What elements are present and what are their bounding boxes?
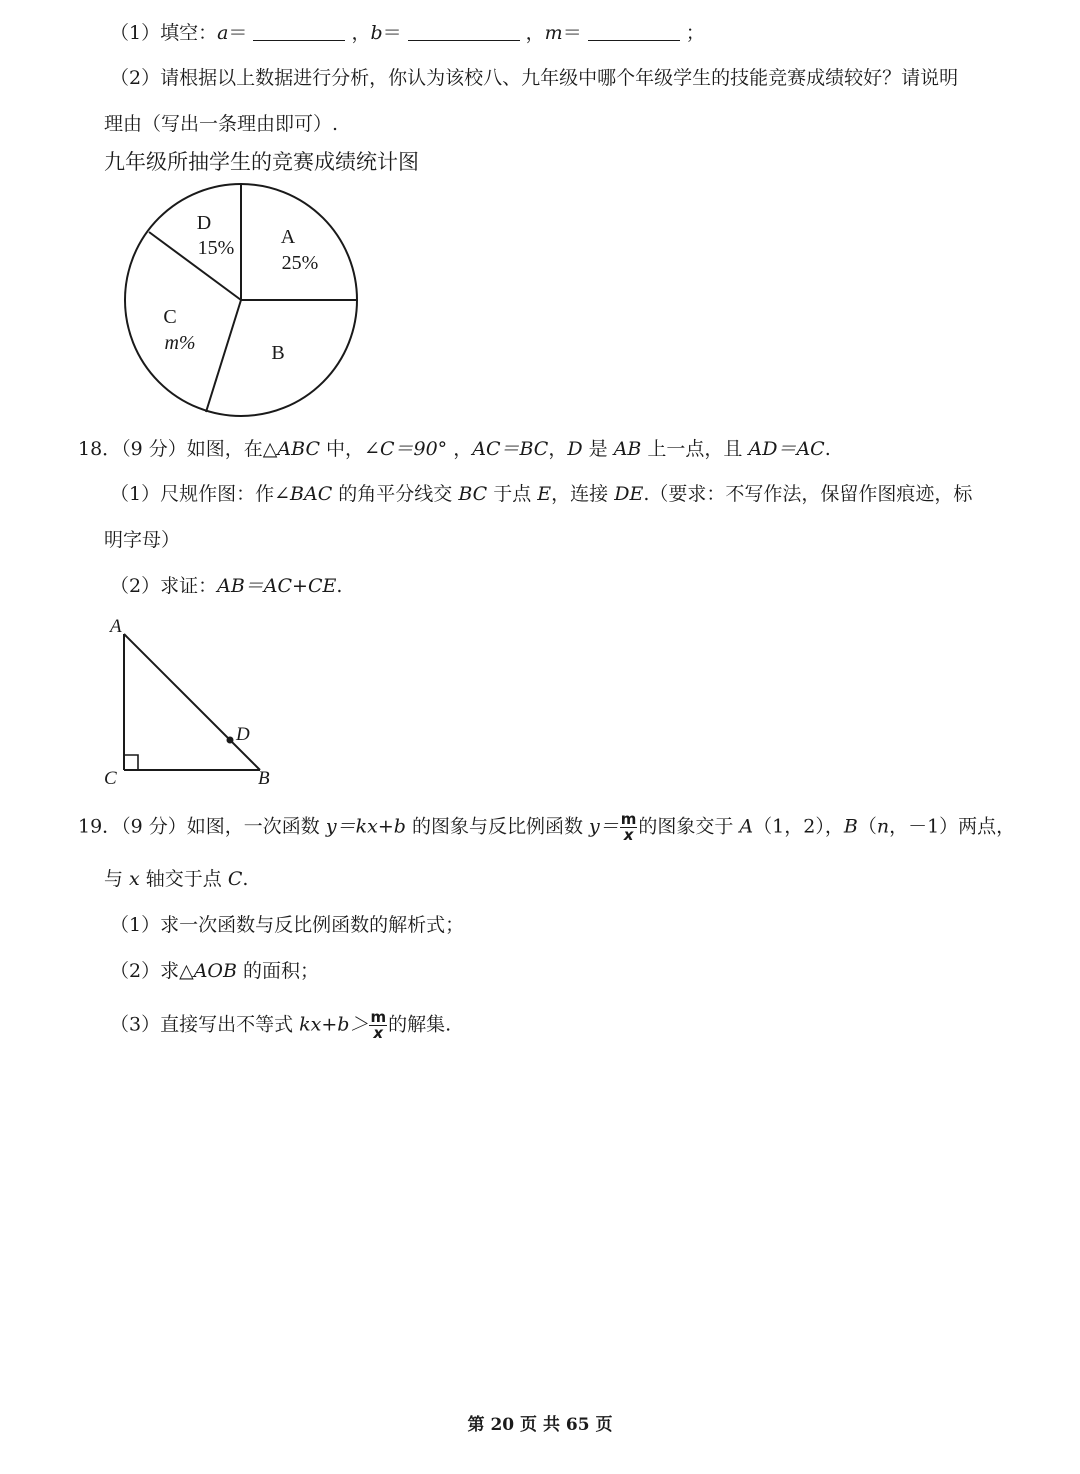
fraction-m-over-x-2: $\frac{m}{x}$ — [370, 1008, 387, 1042]
q17-part2-line2: 理由（写出一条理由即可）. — [104, 113, 339, 135]
label-c: C — [104, 768, 117, 789]
slice-c-label: C — [163, 306, 177, 328]
right-angle-mark — [124, 755, 138, 770]
slice-b-label: B — [271, 342, 285, 364]
label-a: A — [110, 616, 122, 637]
q18-part2: （2）求证：AB＝AC+CE. — [110, 575, 343, 597]
slice-d-label: D — [196, 212, 212, 234]
fraction-m-over-x: $\frac{m}{x}$ — [620, 810, 637, 844]
blank-a[interactable] — [253, 22, 345, 41]
q19-heading-line2: 与 x 轴交于点 C. — [104, 868, 249, 890]
label-b: B — [258, 768, 270, 789]
q19-part3: （3）直接写出不等式 kx+b＞ $\frac{m}{x}$ 的解集. — [110, 1008, 452, 1042]
chart-title: 九年级所抽学生的竞赛成绩统计图 — [104, 150, 419, 174]
q18-part1-line1: （1）尺规作图：作∠BAC 的角平分线交 BC 于点 E，连接 DE.（要求：不写作法，保留作图痕迹，标 — [110, 483, 973, 505]
blank-m[interactable] — [588, 22, 680, 41]
q18-heading: 18．（9 分）如图，在△ABC 中，∠C＝90° ，AC＝BC，D 是 AB 上一点，且 AD＝AC. — [78, 438, 831, 460]
side-ab — [124, 634, 260, 770]
slice-c-value: m% — [164, 332, 196, 354]
slice-a-label: A — [280, 226, 296, 248]
q17-part2-line1: （2）请根据以上数据进行分析，你认为该校八、九年级中哪个年级学生的技能竞赛成绩较好？请说明 — [110, 67, 959, 89]
blank-b[interactable] — [408, 22, 520, 41]
q19-part1: （1）求一次函数与反比例函数的解析式； — [110, 914, 465, 936]
q17-part1-label: （1）填空： — [110, 22, 218, 44]
q18-part1-line2: 明字母） — [104, 529, 181, 551]
q19-part2: （2）求△AOB 的面积； — [110, 960, 320, 982]
pie-boundary-b-c — [206, 300, 241, 412]
slice-d-value: 15% — [197, 237, 235, 259]
triangle-figure — [100, 610, 290, 795]
q19-heading: 19．（9 分）如图，一次函数 y＝kx+b 的图象与反比例函数 y＝ $\frac{m}{x}$ 的图象交于 A（1，2），B（n，－1）两点， — [78, 810, 1016, 844]
q17-part1: （1）填空：a＝ ，b＝ ，m＝ ； — [110, 22, 705, 44]
pie-chart — [100, 180, 380, 430]
page-footer: 第 20 页 共 65 页 — [467, 1415, 613, 1435]
label-d: D — [236, 724, 250, 745]
slice-a-value: 25% — [281, 252, 319, 274]
point-d — [227, 737, 234, 744]
